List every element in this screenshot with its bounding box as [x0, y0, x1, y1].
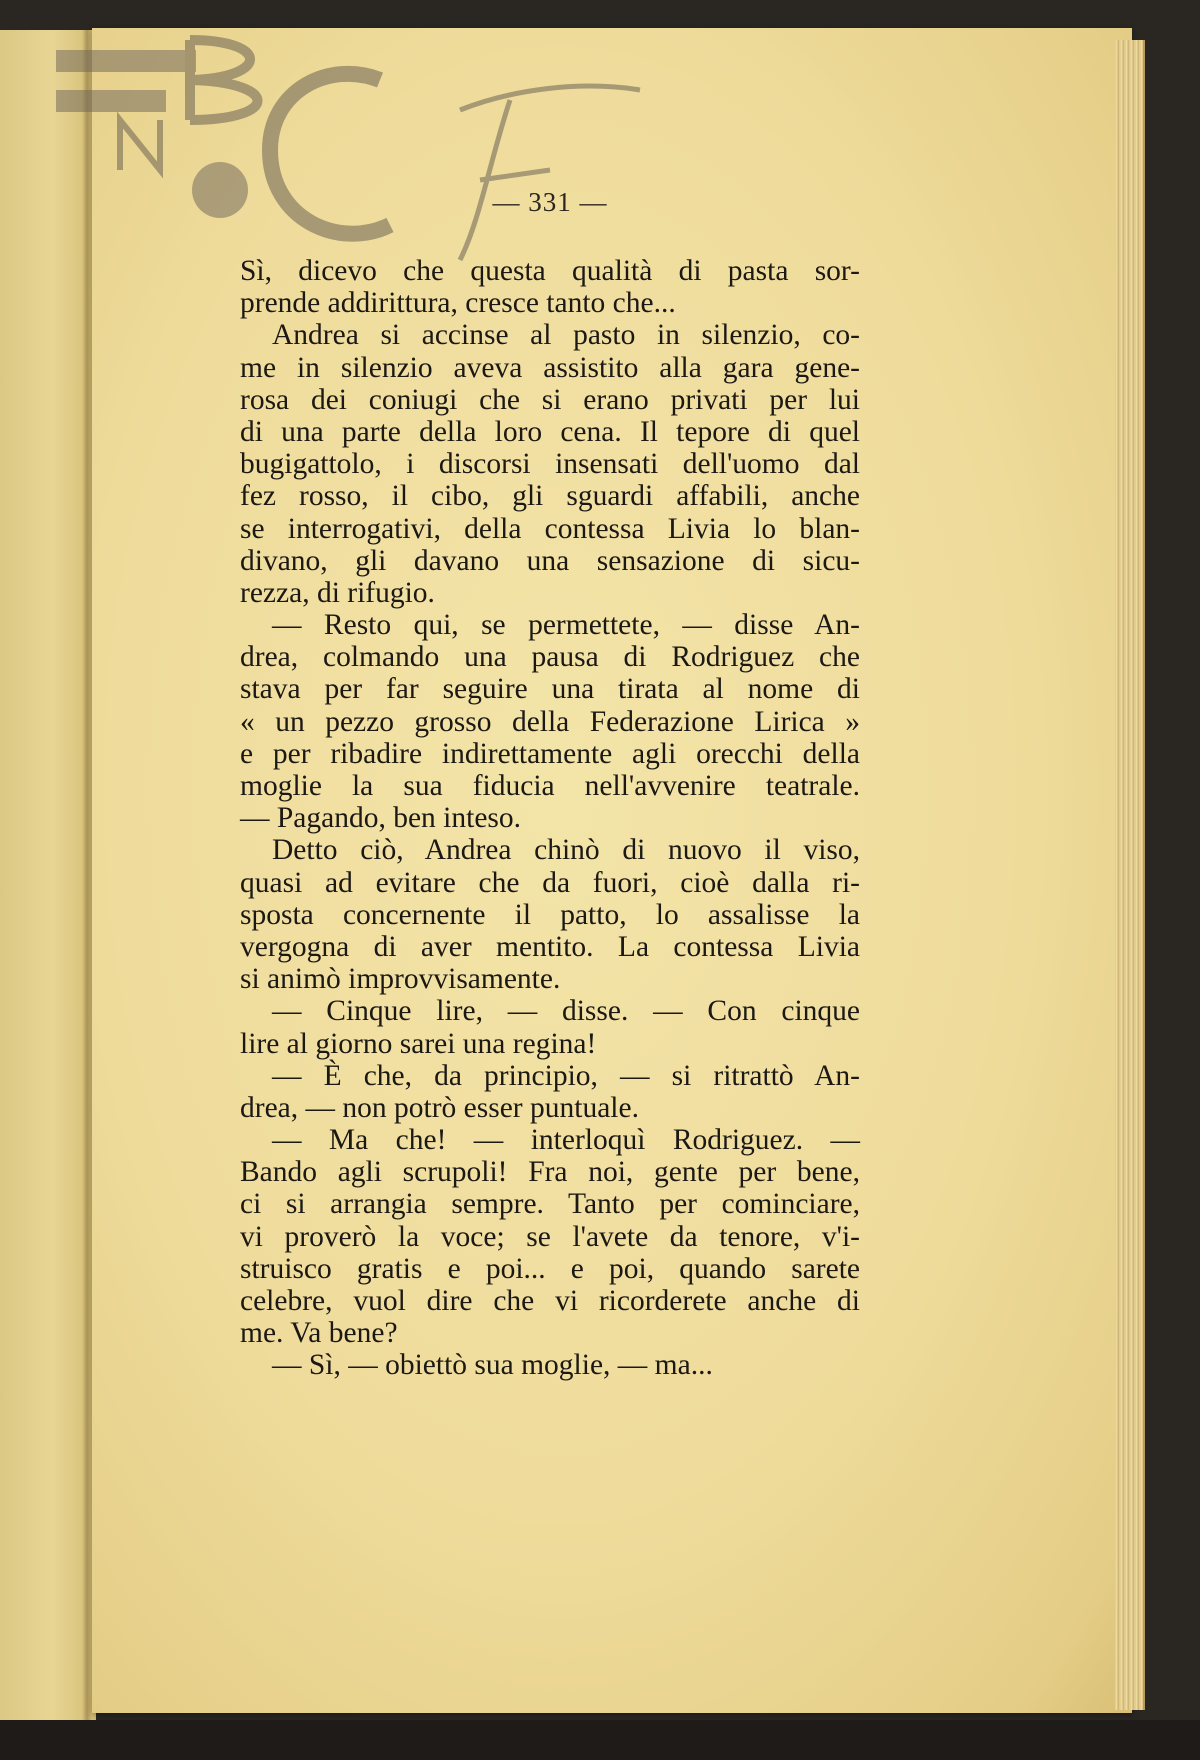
- text-line: — Ma che! — interloquì Rodriguez. —: [272, 1124, 860, 1157]
- text-line: Bando agli scrupoli! Fra noi, gente per bene,: [240, 1156, 860, 1189]
- text-line: — È che, da principio, — si ritrattò An-: [272, 1059, 860, 1092]
- body-text: [240, 255, 860, 1382]
- text-line: « un pezzo grosso della Federazione Lirica »: [240, 705, 860, 738]
- text-line: — Pagando, ben inteso.: [240, 802, 522, 835]
- text-line: me. Va bene?: [240, 1317, 398, 1350]
- text-line: fez rosso, il cibo, gli sguardi affabili, anche: [240, 480, 860, 513]
- text-line: struisco gratis e poi... e poi, quando sarete: [240, 1252, 860, 1285]
- text-line: bugigattolo, i discorsi insensati dell'uomo dal: [240, 448, 860, 481]
- text-line: divano, gli davano una sensazione di sicu-: [240, 544, 860, 577]
- text-line: — Sì, — obiettò sua moglie, — ma...: [272, 1349, 713, 1382]
- text-line: Andrea si accinse al pasto in silenzio, co-: [272, 319, 860, 352]
- text-line: rezza, di rifugio.: [240, 576, 435, 609]
- text-line: celebre, vuol dire che vi ricorderete anche di: [240, 1285, 860, 1317]
- text-line: sposta concernente il patto, lo assalisse la: [240, 898, 860, 931]
- text-line: e per ribadire indirettamente agli orecchi della: [240, 737, 860, 770]
- text-line: prende addirittura, cresce tanto che...: [240, 287, 676, 320]
- page-number: — 331 —: [492, 187, 608, 217]
- text-line: — Cinque lire, — disse. — Con cinque: [272, 995, 860, 1028]
- text-line: me in silenzio aveva assistito alla gara gene-: [240, 351, 860, 384]
- text-line: stava per far seguire una tirata al nome di: [240, 673, 860, 706]
- text-line: — Resto qui, se permettete, — disse An-: [272, 609, 860, 642]
- text-line: ci si arrangia sempre. Tanto per cominciare,: [240, 1188, 860, 1221]
- text-line: vergogna di aver mentito. La contessa Livia: [240, 930, 860, 963]
- text-line: si animò improvvisamente.: [240, 963, 561, 996]
- text-line: lire al giorno sarei una regina!: [240, 1027, 597, 1060]
- text-line: drea, colmando una pausa di Rodriguez che: [240, 641, 860, 674]
- text-line: drea, — non potrò esser puntuale.: [240, 1091, 639, 1124]
- text-line: di una parte della loro cena. Il tepore di quel: [240, 415, 860, 448]
- library-logo-watermark: [40, 20, 720, 280]
- text-line: se interrogativi, della contessa Livia lo blan-: [240, 512, 860, 545]
- page-edges: [1115, 40, 1145, 1710]
- text-line: quasi ad evitare che da fuori, cioè dalla ri-: [240, 866, 860, 899]
- text-line: rosa dei coniugi che si erano privati per lui: [240, 383, 860, 416]
- book-gutter: [82, 30, 92, 1720]
- text-line: moglie la sua fiducia nell'avvenire teatrale.: [240, 770, 860, 802]
- text-line: vi proverò la voce; se l'avete da tenore, v'i-: [240, 1220, 860, 1253]
- scan-background: [0, 1720, 1200, 1760]
- text-line: Sì, dicevo che questa qualità di pasta sor-: [240, 255, 860, 287]
- text-line: Detto ciò, Andrea chinò di nuovo il viso,: [272, 834, 860, 867]
